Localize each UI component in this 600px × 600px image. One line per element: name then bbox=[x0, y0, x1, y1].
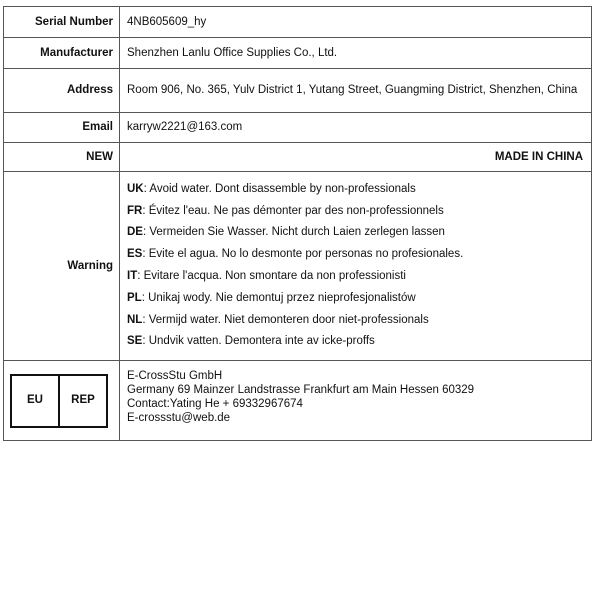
warning-lang-code: UK bbox=[127, 182, 144, 195]
eu-rep-badge bbox=[10, 374, 108, 428]
warning-lang-code: PL bbox=[127, 291, 142, 304]
warning-text: : Unikaj wody. Nie demontuj przez nieprofesjonalistów bbox=[141, 291, 416, 304]
email-value: karryw2221@163.com bbox=[120, 113, 592, 143]
address-value: Room 906, No. 365, Yulv District 1, Yutang Street, Guangming District, Shenzhen, China bbox=[120, 69, 592, 113]
email-row bbox=[4, 113, 592, 143]
warning-row bbox=[4, 172, 592, 361]
warning-text: : Vermeiden Sie Wasser. Nicht durch Laien zerlegen lassen bbox=[142, 226, 445, 239]
serial-value: 4NB605609_hy bbox=[120, 7, 592, 38]
warning-item bbox=[127, 266, 583, 288]
warning-lang-code: NL bbox=[127, 313, 143, 326]
warning-item bbox=[127, 288, 583, 310]
serial-row bbox=[4, 7, 592, 38]
warning-text: : Evite el agua. No lo desmonte por personas no profesionales. bbox=[142, 248, 464, 261]
address-label: Address bbox=[4, 69, 120, 113]
warning-item bbox=[127, 201, 583, 223]
warning-item bbox=[127, 179, 583, 201]
new-row bbox=[4, 143, 592, 172]
warning-lang-code: ES bbox=[127, 248, 143, 261]
manufacturer-row bbox=[4, 38, 592, 69]
address-row bbox=[4, 69, 592, 113]
warning-item bbox=[127, 244, 583, 266]
eu-rep-badge-eu: EU bbox=[12, 376, 60, 426]
warning-item bbox=[127, 222, 583, 244]
manufacturer-value: Shenzhen Lanlu Office Supplies Co., Ltd. bbox=[120, 38, 592, 69]
eu-rep-address: Germany 69 Mainzer Landstrasse Frankfurt am Main Hessen 60329 bbox=[127, 384, 475, 396]
warning-text: : Undvik vatten. Demontera inte av icke-proffs bbox=[142, 335, 375, 348]
eu-rep-row bbox=[4, 361, 592, 441]
serial-label: Serial Number bbox=[4, 7, 120, 38]
warning-item bbox=[127, 310, 583, 332]
warning-text: : Vermijd water. Niet demonteren door niet-professionals bbox=[142, 313, 429, 326]
eu-rep-company: E-CrossStu GmbH bbox=[127, 370, 223, 382]
eu-rep-contact: Contact:Yating He + 69332967674 bbox=[127, 398, 303, 410]
warning-item bbox=[127, 331, 583, 353]
email-label: Email bbox=[4, 113, 120, 143]
warning-lang-code: SE bbox=[127, 335, 143, 348]
warning-lang-code: DE bbox=[127, 226, 143, 239]
warning-text: : Évitez l'eau. Ne pas démonter par des non-professionnels bbox=[142, 204, 444, 217]
made-in-value: MADE IN CHINA bbox=[120, 143, 592, 172]
manufacturer-label: Manufacturer bbox=[4, 38, 120, 69]
warning-text: : Avoid water. Dont disassemble by non-professionals bbox=[143, 182, 416, 195]
warning-list bbox=[127, 179, 583, 353]
warning-cell bbox=[120, 172, 592, 361]
warning-text: : Evitare l'acqua. Non smontare da non professionisti bbox=[137, 270, 406, 282]
eu-rep-badge-rep: REP bbox=[71, 394, 95, 406]
product-label-table bbox=[3, 6, 592, 441]
new-label: NEW bbox=[4, 143, 120, 172]
warning-lang-code: FR bbox=[127, 204, 143, 217]
eu-rep-badge-cell bbox=[4, 361, 120, 441]
eu-rep-email: E-crossstu@web.de bbox=[127, 412, 231, 424]
warning-lang-code: IT bbox=[127, 270, 138, 282]
warning-label: Warning bbox=[4, 172, 120, 361]
eu-rep-details bbox=[120, 361, 592, 441]
